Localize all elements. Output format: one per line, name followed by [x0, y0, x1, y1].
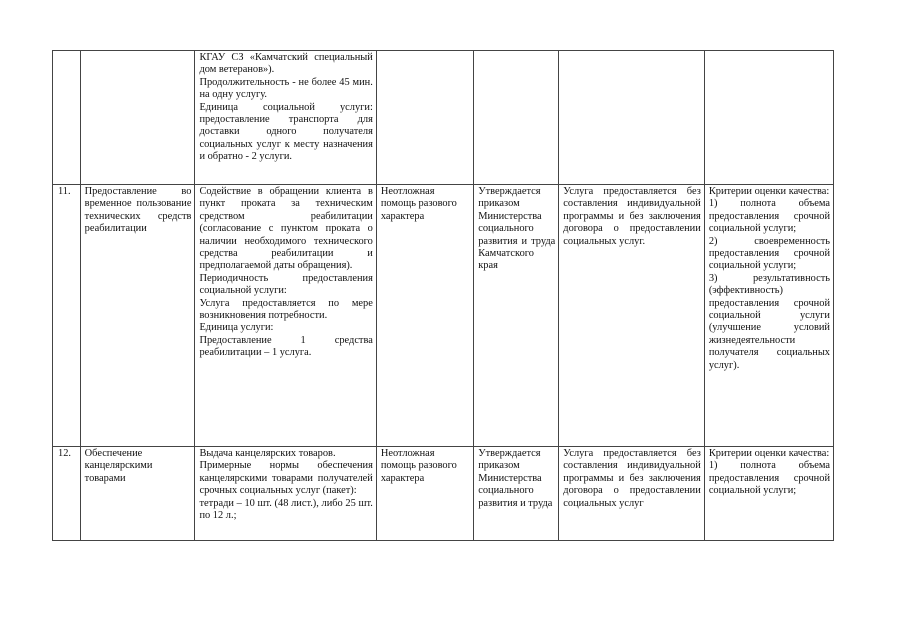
service-name: Предоставление во временное пользование технических средств реабилитации: [80, 185, 195, 447]
service-name: Обеспечение канцелярскими товарами: [80, 447, 195, 541]
table-row: [53, 447, 834, 541]
service-timing: Неотложная помощь разового характера: [376, 447, 473, 541]
service-approval: [474, 51, 559, 185]
service-approval: Утверждается приказом Министерства социального развития и труда Камчатского края: [474, 185, 559, 447]
service-content: Выдача канцелярских товаров. Примерные нормы обеспечения канцелярскими товарами получателей срочных социальных услуг (пакет): тетради – 10 шт. (48 лист.), либо 25 шт. по 12 л.;: [195, 447, 376, 541]
row-number: 11.: [53, 185, 81, 447]
service-timing: Неотложная помощь разового характера: [376, 185, 473, 447]
quality-criteria: [704, 51, 833, 185]
service-conditions: [559, 51, 705, 185]
service-conditions: Услуга предоставляется без составления индивидуальной программы и без заключения договора о предоставлении социальных услуг.: [559, 185, 705, 447]
service-content: Содействие в обращении клиента в пункт проката за техническим средством реабилитации (согласование с пунктом проката о наличии необходимого технического средства реабилитации и предполагаемой даты обращения). Периодичность предоставления социальной услуги: Услуга предоставляется по мере возникновения потребности. Единица услуги: Предоставление 1 средства реабилитации – 1 услуга.: [195, 185, 376, 447]
row-number: [53, 51, 81, 185]
service-approval: Утверждается приказом Министерства социального развития и труда: [474, 447, 559, 541]
quality-criteria: Критерии оценки качества: 1) полнота объема предоставления срочной социальной услуги; 2) своевременность предоставления срочной социальной услуги; 3) результативность (эффективность) предоставления срочной социальной услуги (улучшение условий жизнедеятельности получателя социальных услуг).: [704, 185, 833, 447]
table-row: [53, 51, 834, 185]
services-table: [52, 50, 834, 541]
service-content: КГАУ СЗ «Камчатский специальный дом ветеранов»). Продолжительность - не более 45 мин. на одну услугу. Единица социальной услуги: предоставление транспорта для доставки одного получателя социальных услуг к месту назначения и обратно - 2 услуги.: [195, 51, 376, 185]
service-conditions: Услуга предоставляется без составления индивидуальной программы и без заключения договора о предоставлении социальных услуг: [559, 447, 705, 541]
service-timing: [376, 51, 473, 185]
table-row: [53, 185, 834, 447]
service-name: [80, 51, 195, 185]
quality-criteria: Критерии оценки качества: 1) полнота объема предоставления срочной социальной услуги;: [704, 447, 833, 541]
row-number: 12.: [53, 447, 81, 541]
